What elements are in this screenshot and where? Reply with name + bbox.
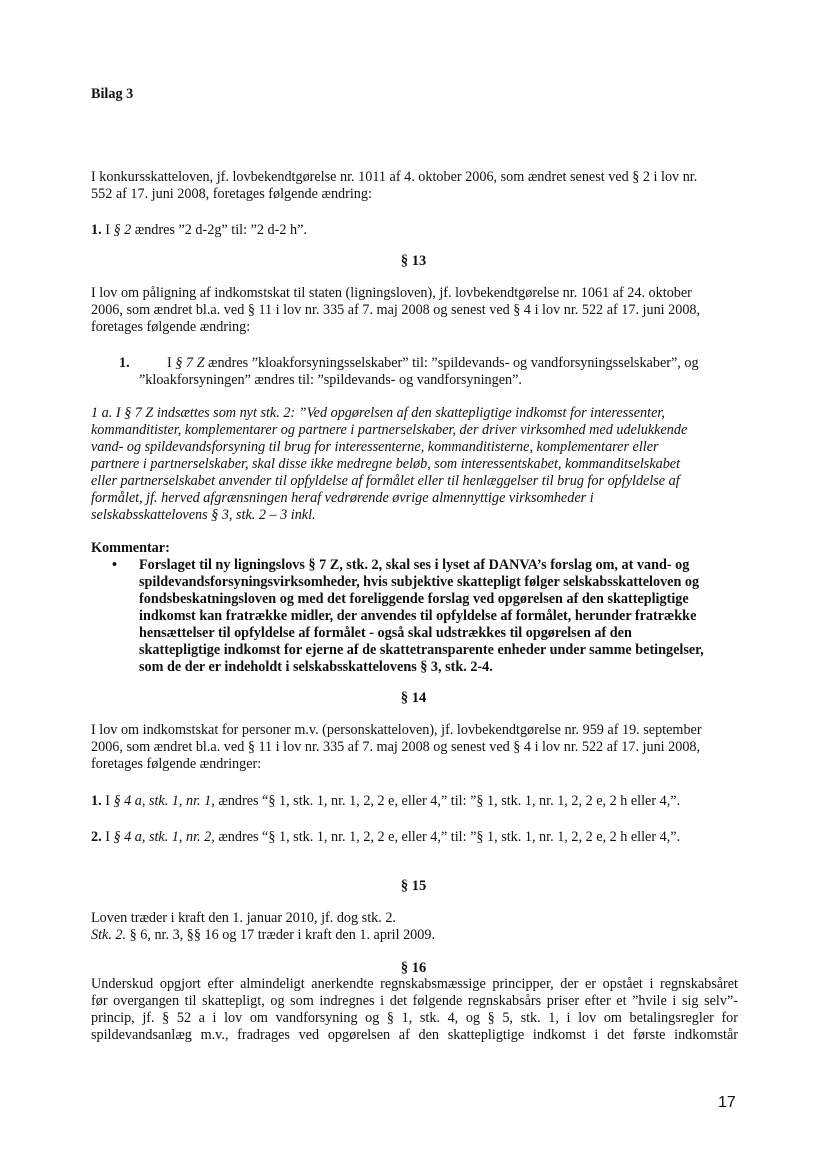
intro-line: 552 af 17. juni 2008, foretages følgende ændring: [91,186,372,202]
amendment-pre: I [101,222,114,238]
amendment-text: ændres “§ 1, stk. 1, nr. 1, 2, 2 e, eller 4,” til: ”§ 1, stk. 1, nr. 1, 2, 2 e, 2 h eller 4,”. [214,829,681,845]
item-pre: I [167,355,176,371]
amendment-ref: § 4 a, stk. 1, nr. 2, [113,829,215,845]
item-text: ændres ”kloakforsyningsselskaber” til: ”spildevands- og vandforsyningsselskaber”, og [204,355,699,371]
section-14-line: 2006, som ændret bl.a. ved § 11 i lov nr. 335 af 7. maj 2008 og senest ved § 4 i lov nr. 522 af 17. juni 2008, [91,739,701,755]
amendment-text: ændres “§ 1, stk. 1, nr. 1, 2, 2 e, eller 4,” til: ”§ 1, stk. 1, nr. 1, 2, 2 e, 2 h eller 4,”. [214,793,681,809]
subsection-text: § 6, nr. 3, §§ 16 og 17 træder i kraft den 1. april 2009. [126,927,436,943]
section-14-paragraph [91,722,702,773]
item-ref: § 7 Z [175,355,205,371]
section-16-line: før overgangen til skattepligt, og som indregnes i det følgende regnskabsårs priser efter et ”hvile i sig selv”- [91,993,738,1009]
amendment-number: 1. [91,222,102,238]
italic-line: vand- og spildevandsforsyning til brug for interessenterne, kommanditisterne, komplementarer eller [91,439,659,455]
section-14-amendment-2 [91,829,680,846]
section-14-line: I lov om indkomstskat for personer m.v. (personskatteloven), jf. lovbekendtgørelse nr. 959 af 19. september [91,722,702,738]
amendment-pre: I [101,793,114,809]
comment-line: skattepligtige indkomst for ejerne af de skattetransparente enheder under samme betingelser, [139,642,704,658]
section-heading-14: § 14 [400,690,427,706]
section-heading-15: § 15 [400,878,427,894]
comment-line: Forslaget til ny ligningslovs § 7 Z, stk. 2, skal ses i lyset af DANVA’s forslag om, at vand- og [139,557,690,573]
amendment-ref: § 4 a, stk. 1, nr. 1, [113,793,215,809]
section-13-line: 2006, som ændret bl.a. ved § 11 i lov nr. 335 af 7. maj 2008 og senest ved § 4 i lov nr. 522 af 17. juni 2008, [91,302,701,318]
section-15-line-1: Loven træder i kraft den 1. januar 2010, jf. dog stk. 2. [91,910,396,926]
amendment-1 [91,222,307,239]
amendment-pre: I [101,829,114,845]
intro-paragraph [91,169,697,203]
intro-line: I konkursskatteloven, jf. lovbekendtgørelse nr. 1011 af 4. oktober 2006, som ændret senest ved § 2 i lov nr. [91,169,698,185]
section-heading-13: § 13 [400,253,427,269]
italic-line: 1 a. I § 7 Z indsættes som nyt stk. 2: ”Ved opgørelsen af den skattepligtige indkomst for interessenter, [91,405,665,421]
comment-line: hensættelser til opfyldelse af formålet - også skal udstrækkes til opgørelsen af den [139,625,632,641]
section-13-paragraph [91,285,700,336]
amendment-ref: § 2 [113,222,132,238]
section-14-amendment-1 [91,793,680,810]
italic-line: formålet, jf. herved afgrænsningen heraf vedrørende øvrige almennyttige virksomheder i [91,490,594,506]
comment-bullet [112,557,752,676]
section-13-item-1 [91,355,751,389]
section-13-line: foretages følgende ændring: [91,319,251,335]
section-13-line: I lov om påligning af indkomstskat til staten (ligningsloven), jf. lovbekendtgørelse nr. 1061 af 24. oktober [91,285,692,301]
comment-line: indkomst kan fratrække midler, der anvendes til opfyldelse af formålet, herunder fratrække [139,608,697,624]
amendment-number: 1. [91,793,102,809]
amendment-text: ændres ”2 d-2g” til: ”2 d-2 h”. [131,222,307,238]
italic-line: selskabsskattelovens § 3, stk. 2 – 3 inkl. [91,507,316,523]
subsection-label: Stk. 2. [91,927,127,943]
section-14-line: foretages følgende ændringer: [91,756,262,772]
page-number: 17 [718,1094,736,1111]
comment-label: Kommentar: [91,540,170,556]
comment-line: som de der er indeholdt i selskabsskattelovens § 3, stk. 2-4. [139,659,493,675]
comment-line: spildevandsforsyningsvirksomheder, hvis subjektive skattepligt følger selskabsskatteloven og [139,574,700,590]
section-16-line: princip, jf. § 52 a i lov om vandforsyning og § 1, stk. 4, og § 5, stk. 1, i lov om betalingsregler for [91,1010,738,1026]
item-number: 1. [119,355,130,371]
amendment-number: 2. [91,829,102,845]
page-header-title: Bilag 3 [91,86,134,102]
section-15-line-2 [91,927,435,944]
section-16-line: Underskud opgjort efter almindeligt anerkendte regnskabsmæssige principper, der er opstået i regnskabsåret [91,976,738,992]
section-13-new-subsection [91,405,687,524]
section-heading-16: § 16 [400,960,427,976]
italic-line: partnere i partnerselskaber, skal disse ikke medregne beløb, som interessentskabet, kommanditselskabet [91,456,681,472]
comment-line: fondsbeskatningsloven og med det foreliggende forslag ved opgørelsen af den skattepligtige [139,591,689,607]
bullet-icon: • [112,557,117,573]
section-16-paragraph [91,976,738,1044]
italic-line: eller partnerselskabet anvender til opfyldelse af formålet eller til henlæggelser til brug for opfyldelse af [91,473,680,489]
italic-line: kommanditister, komplementarer og partnere i partnerselskaber, der driver virksomhed med udelukkende [91,422,688,438]
item-line-2: ”kloakforsyningen” ændres til: ”spildevands- og vandforsyningen”. [139,372,522,388]
section-16-line: spildevandsanlæg m.v., fradrages ved opgørelsen af den skattepligtige indkomst i det første indkomstår [91,1027,738,1043]
